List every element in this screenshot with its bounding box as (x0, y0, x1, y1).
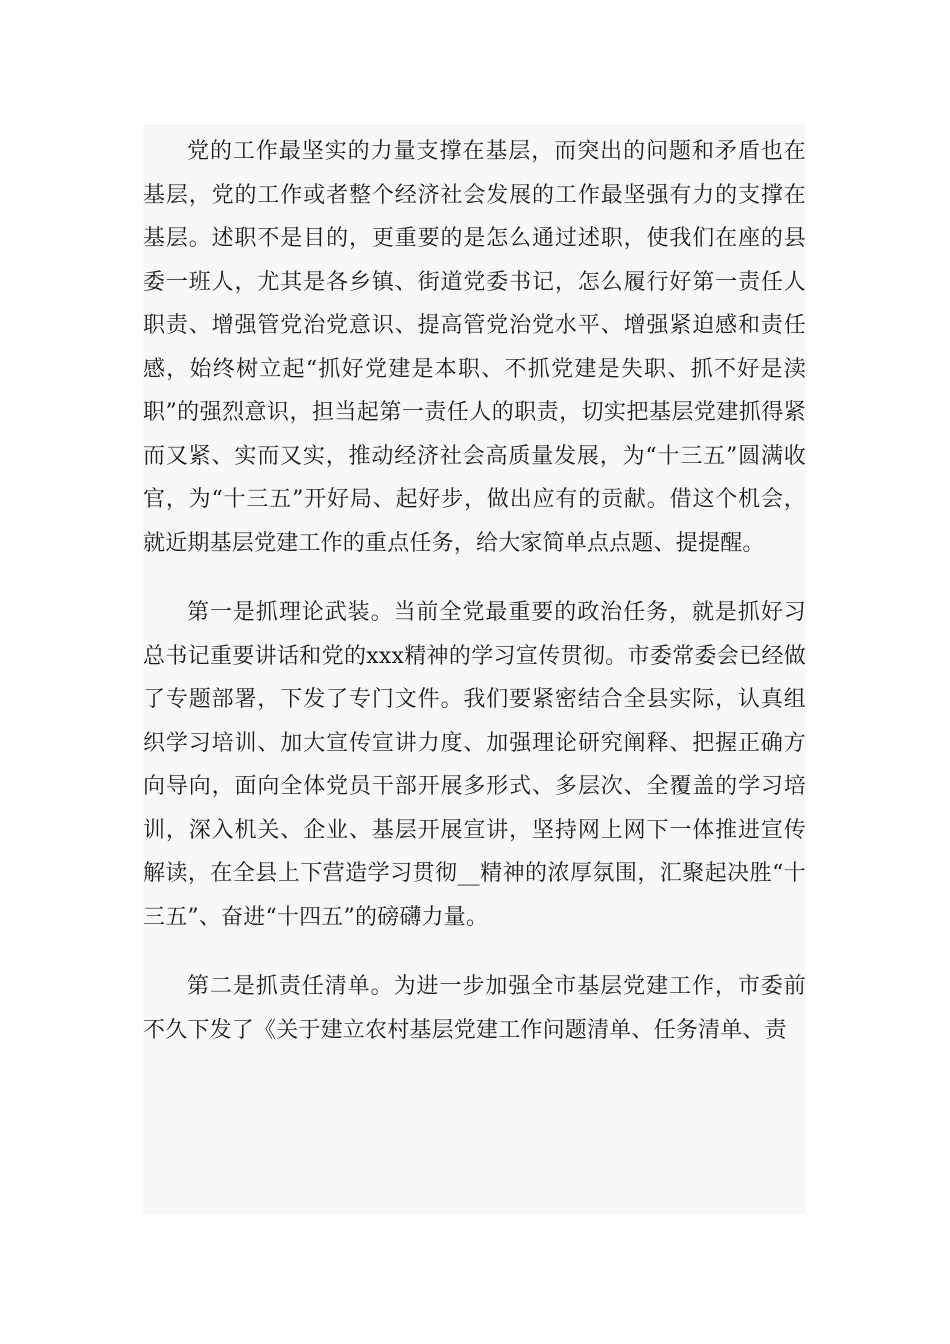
paragraph-responsibility-list: 第二是抓责任清单。为进一步加强全市基层党建工作，市委前不久下发了《关于建立农村基层党建工作问题清单、任务清单、责 (143, 974, 806, 1043)
paragraph-theory-study: 第一是抓理论武装。当前全党最重要的政治任务，就是抓好习总书记重要讲话和党的xxx精神的学习宣传贯彻。市委常委会已经做了专题部署，下发了专门文件。我们要紧密结合全县实际，认真组织学习培训、加大宣传宣讲力度、加强理论研究阐释、把握正确方向导向，面向全体党员干部开展多形式、多层次、全覆盖的学习培训，深入机关、企业、基层开展宣讲，坚持网上网下一体推进宣传解读，在全县上下营造学习贯彻__精神的浓厚氛围，汇聚起决胜“十三五”、奋进“十四五”的磅礴力量。 (143, 600, 806, 930)
paragraph-intro: 党的工作最坚实的力量支撑在基层，而突出的问题和矛盾也在基层，党的工作或者整个经济社会发展的工作最坚强有力的支撑在基层。述职不是目的，更重要的是怎么通过述职，使我们在座的县委一班人，尤其是各乡镇、街道党委书记，怎么履行好第一责任人职责、增强管党治党意识、提高管党治党水平、增强紧迫感和责任感，始终树立起“抓好党建是本职、不抓党建是失职、抓不好是渎职”的强烈意识，担当起第一责任人的职责，切实把基层党建抓得紧而又紧、实而又实，推动经济社会高质量发展，为“十三五”圆满收官，为“十三五”开好局、起好步，做出应有的贡献。借这个机会，就近期基层党建工作的重点任务，给大家简单点点题、提提醒。 (143, 139, 806, 556)
document-body (143, 124, 806, 1214)
